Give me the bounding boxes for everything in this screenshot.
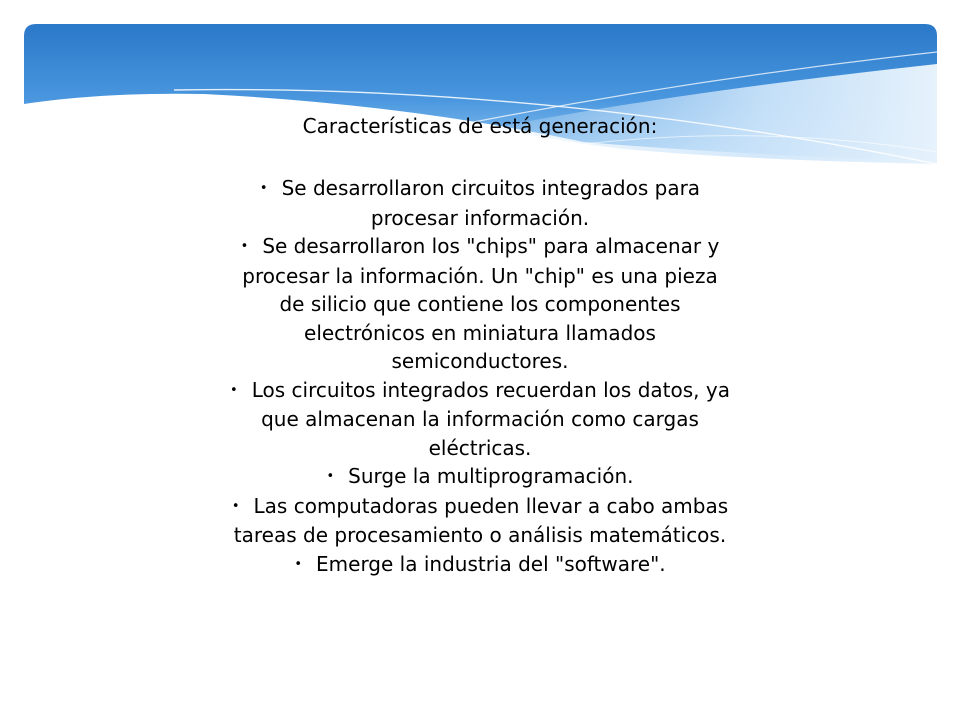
bullet-text: Surge la multiprogramación. (348, 464, 634, 488)
bullet-dot-icon: • (240, 239, 249, 254)
bullet-dot-icon: • (259, 181, 268, 196)
list-item (230, 174, 730, 232)
list-item (230, 462, 730, 492)
title-spacer (230, 140, 730, 174)
bullet-dot-icon: • (294, 556, 303, 572)
slide-content (230, 112, 730, 579)
bullet-dot-icon: • (231, 498, 240, 514)
bullet-text: Se desarrollaron circuitos integrados para procesar información. (281, 176, 701, 230)
slide-title: Características de está generación: (302, 114, 658, 138)
bullet-list (230, 174, 730, 579)
list-item (230, 550, 730, 580)
bullet-text: Se desarrollaron los "chips" para almacenar y procesar la información. Un "chip" es una pieza de silicio que contiene los componentes electrónicos en miniatura llamados semiconductores. (242, 234, 720, 373)
list-item (230, 492, 730, 550)
list-item (230, 376, 730, 463)
bullet-text: Emerge la industria del "software". (316, 551, 666, 576)
bullet-text: Las computadoras pueden llevar a cabo ambas tareas de procesamiento o análisis matemáticos. (233, 493, 729, 547)
bullet-dot-icon: • (230, 382, 238, 398)
bullet-dot-icon: • (326, 469, 335, 484)
list-item (230, 232, 730, 376)
bullet-text: Los circuitos integrados recuerdan los datos, ya que almacenan la información como cargas eléctricas. (251, 377, 730, 460)
